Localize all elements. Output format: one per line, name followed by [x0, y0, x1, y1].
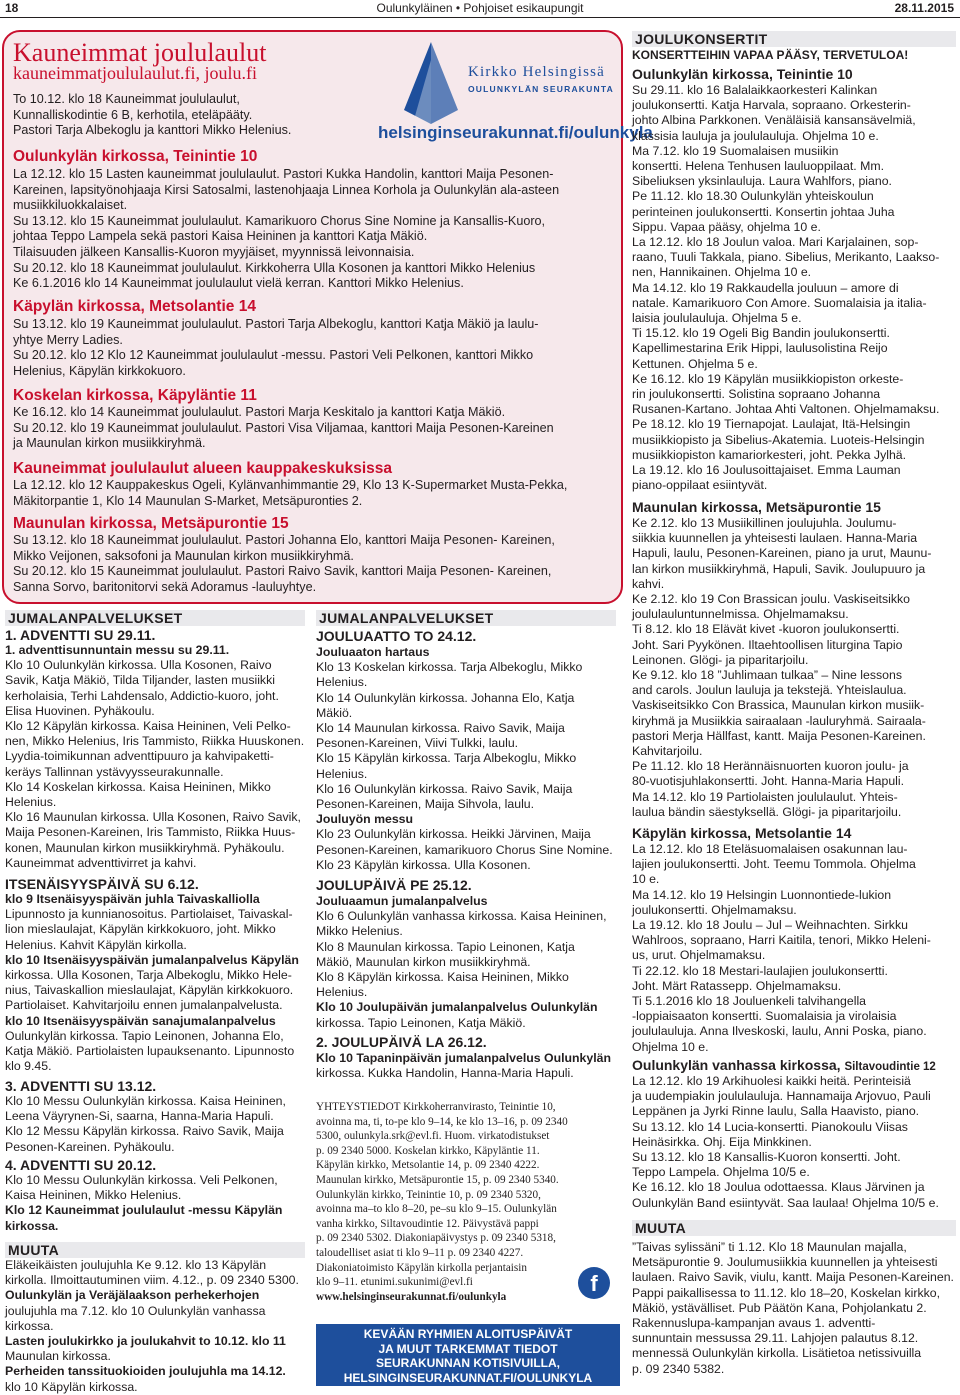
page-header — [0, 0, 960, 15]
col1-heading: JUMALANPALVELUKSET — [5, 610, 305, 626]
col3-muuta-heading: MUUTA — [632, 1220, 956, 1236]
col3-section-maunula: Maunulan kirkossa, Metsäpurontie 15 — [632, 499, 881, 515]
col1-muuta-heading: MUUTA — [5, 1242, 305, 1258]
page-number: 18 — [5, 1, 19, 15]
col3-kapyla-text: La 12.12. klo 18 Eteläsuomalaisen osakunnan lau- lajien joulukonsertti. Joht. Teemu Tommola. Ohjelma 10 e. Ma 14.12. klo 19 Helsingin Luonnontiede-lukion joulukonsertti. Ohjelmamaksu. La 19.12. klo 18 Joulu – Jul – Weihnachten. Sirkku Wahlroos, sopraano, Harri Kaitila, tenori, Mikko Heleni- us, urut. Ohjelmamaksu. Ti 22.12. klo 18 Mestari-laulajien joulukonsertti. Joht. Märt Ratassepp. Ohjelmamaksu. Ti 5.1.2016 klo 18 Jouluenkeli talvihangella -loppiaisaaton konsertti. Suomalaisia ja virolaisia joululauluja. Anna Ilveskoski, laulu, Anni Poska, piano. Ohjelma 10 e. — [632, 842, 931, 1054]
box-title: Kauneimmat joululaulut — [13, 38, 267, 67]
col1-itse-text: klo 9 Itsenäisyyspäivän juhla Taivaskalliolla Lipunnosto ja kunnianosoitus. Partiolaiset, Taivaskal- lion mieslaulajat, Käpylän kirkkokuoro, joht. Mikko Helenius. Kahvit Käpylän kirkolla. klo 10 Itsenäisyyspäivän jumalanpalvelus Käpylän kirkossa. Ulla Kosonen, Tarja Albekoglu, Mikko Hele- nius, Taivaskallion mieslaulajat, Käpylän kirkkokuoro. Partiolaiset. Kahvitarjoilu ennen jumalanpalvelusta. klo 10 Itsenäisyyspäivän sanajumalanpalvelus Oulunkylän kirkossa. Tapio Leinonen, Johanna Elo, Katja Mäkiö. Partiolaisten lupauksenanto. Lipunnosto klo 9.45. — [5, 892, 299, 1074]
issue-date: 28.11.2015 — [894, 1, 954, 15]
col3-section-oulunkyla: Oulunkylän kirkossa, Teinintie 10 — [632, 66, 853, 82]
col3-free-entry: KONSERTTEIHIN VAPAA PÄÄSY, TERVETULOA! — [632, 48, 909, 62]
col1-adv1-title: 1. ADVENTTI SU 29.11. — [5, 627, 156, 643]
col3-section-vanha-kirkko: Oulunkylän vanhassa kirkossa, Siltavoudintie 12 — [632, 1057, 936, 1073]
box-kapyla-text: Su 13.12. klo 19 Kauneimmat joululaulut. Pastori Tarja Albekoglu, kanttori Katja Mäkiö ja laulu- yhtye Merry Ladies. Su 20.12. klo 12 Klo 12 Kauneimmat joululaulut -messu. Pastori Veli Pelkonen, kanttori Mikko Helenius, Käpylän kirkkokuoro. — [13, 317, 539, 378]
groups-banner: KEVÄÄN RYHMIEN ALOITUSPÄIVÄT JA MUUT TARKEMMAT TIEDOT SEURAKUNNAN KOTISIVUILLA, HELSINGINSEURAKUNNAT.FI/OULUNKYLA — [316, 1324, 620, 1386]
col3-maunula-text: Ke 2.12. klo 13 Musiikillinen joulujuhla. Joulumu- siikkia kuunnellen ja yhteisesti laulaen. Hanna-Maria Hapuli, laulu, Pesonen-Kareinen, piano ja urut, Maunu- lan kirkon musiikkiryhmä, Hapuli, Savik. Joulupuuro ja kahvi. Ke 2.12. klo 19 Con Brassican joulu. Vaskiseitsikko joululauluntunnelmissa. Ohjelmamaksu. Ti 8.12. klo 18 Elävät kivet -kuoron joulukonsertti. Joht. Sari Pyykönen. Iltaehtoollisen liturgina Tapio Leinonen. Glögi- ja piparitarjoilu. Ke 9.12. klo 18 ”Juhlimaan tulkaa” – Nine lessons and carols. Joulun lauluja ja tekstejä. Yhteislaulua. Vaskiseitsikko Con Brassica, Maunulan kirkon musiik- kiryhmä ja Musiikkia sairaalaan -lauluryhmä. Sairaala- pastori Merja Hällfast, kantt. Maija Pesonen-Kareinen. Kahvitarjoilu. Pe 11.12. klo 18 Herännäisnuorten kuoron joulu- ja 80-vuotisjuhlakonsertti. Joht. Hanna-Maria Hapuli. Ma 14.12. klo 19 Partiolaisten joululaulut. Yhteis- laulua bändin säestyksellä. Glögi- ja piparitarjoilu. — [632, 516, 932, 819]
box-maunula-text: Su 13.12. klo 18 Kauneimmat joululaulut. Pastori Johanna Elo, kanttori Maija Pesonen- Kareinen, Mikko Veijonen, saksofoni ja Maunulan kirkon musiikkiryhmä. Su 20.12. klo 15 Kauneimmat joululaulut. Pastori Raivo Savik, kanttori Maija Pesonen- Kareinen, Sanna Sorvo, baritonitorvi sekä Adoramus -lauluyhtye. — [13, 533, 555, 594]
col3-oulunkyla-text: Su 29.11. klo 16 Balalaikkaorkesteri Kalinkan joulukonsertti. Katja Harvala, sopraano. Orkesterin- johto Albina Parkkonen. Venäläisiä kansansävelmiä, klassisia lauluja ja joululauluja. Ohjelma 10 e. Ma 7.12. klo 19 Suomalaisen musiikin konsertti. Helena Tenhusen lauluoppilaat. Mm. Sibeliuksen yksinlauluja. Laura Wahlfors, piano. Pe 11.12. klo 18.30 Oulunkylän yhteiskoulun perinteinen joulukonsertti. Konsertin johtaa Juha Sippu. Vapaa pääsy, ohjelma 10 e. La 12.12. klo 18 Joulun valoa. Mari Karjalainen, sop- raano, Tuuli Takkala, piano. Sibelius, Merikanto, Laakso- nen, Hannikainen. Ohjelma 10 e. Ma 14.12. klo 19 Rakkaudella jouluun – amore di natale. Kamarikuoro Con Amore. Suomalaisia ja italia- laisia joululauluja. Ohjelma 5 e. Ti 15.12. klo 19 Ogeli Big Bandin joulukonsertti. Kapellimestarina Erik Hippi, laulusolistina Reijo Kettunen. Ohjelma 5 e. Ke 16.12. klo 19 Käpylän musiikkiopiston orkeste- rin joulukonsertti. Solistina sopraano Johanna Rusanen-Kartano. Johtaa Ahti Valtonen. Ohjelmamaksu. Pe 18.12. klo 19 Tiernapojat. Laulajat, Itä-Helsingin musiikkiopisto ja Sibelius-Akatemia. Luoteis-Helsingin musiikkiopiston kamariorkesteri, joht. Pekka Jylhä. La 19.12. klo 16 Joulusoittajaiset. Emma Lauman piano-oppilaat esiintyvät. — [632, 83, 940, 493]
col1-adv4-text: Klo 10 Messu Oulunkylän kirkossa. Veli Pelkonen, Kaisa Heininen, Mikko Helenius. Klo 12 Kauneimmat joululaulut -messu Käpylän kirkossa. — [5, 1173, 283, 1233]
header-rule — [0, 17, 960, 18]
col2-joulupaiva-text: Jouluaamun jumalanpalvelus Klo 6 Oulunkylän vanhassa kirkossa. Kaisa Heininen, Mikko Helenius. Klo 8 Maunulan kirkossa. Tapio Leinonen, Katja Mäkiö, Maunulan kirkon musiikkiryhmä. Klo 8 Käpylän kirkossa. Kaisa Heininen, Mikko Helenius. Klo 10 Joulupäivän jumalanpalvelus Oulunkylän kirkossa. Tapio Leinonen, Katja Mäkiö. — [316, 894, 607, 1030]
box-section-maunula: Maunulan kirkossa, Metsäpurontie 15 — [13, 515, 289, 532]
col1-itse-title: ITSENÄISYYSPÄIVÄ SU 6.12. — [5, 876, 199, 892]
facebook-icon[interactable]: f — [578, 1267, 610, 1299]
masthead: Oulunkyläinen • Pohjoiset esikaupungit — [376, 1, 584, 15]
col2-heading: JUMALANPALVELUKSET — [316, 610, 616, 626]
box-intro: To 10.12. klo 18 Kauneimmat joululaulut, Kunnalliskodintie 6 B, kerhotila, eteläpääty. Pastori Tarja Albekoglu ja kanttori Mikko Helenius. — [13, 92, 292, 138]
box-subtitle: kauneimmatjoululaulut.fi, joulu.fi — [13, 63, 257, 83]
parish-website-link[interactable]: www.helsinginseurakunnat.fi/oulunkyla — [316, 1290, 507, 1303]
col2-jouluaatto-text: Jouluaaton hartaus Klo 13 Koskelan kirkossa. Tarja Albekoglu, Mikko Helenius. Klo 14 Oulunkylän kirkossa. Johanna Elo, Katja Mäkiö. Klo 14 Maunulan kirkossa. Raivo Savik, Maija Pesonen-Kareinen, Viivi Tulkki, laulu. Klo 15 Käpylän kirkossa. Tarja Albekoglu, Mikko Helenius. Klo 16 Oulunkylän kirkossa. Raivo Savik, Maija Pesonen-Kareinen, Maija Sihvola, laulu. Jouluyön messu Klo 23 Oulunkylän kirkossa. Heikki Järvinen, Maija Pesonen-Kareinen, kamarikuoro Chorus Sine Nomine. Klo 23 Käpylän kirkossa. Ulla Kosonen. — [316, 645, 613, 872]
contact-info: YHTEYSTIEDOT Kirkkoherranvirasto, Teinintie 10, avoinna ma, ti, to-pe klo 9–14, ke klo 13–16, p. 09 2340 5300, oulunkyla.srk@evl.fi. Huom. virkatodistukset p. 09 2340 5000. Koskelan kirkko, Käpyläntie 11. Käpylän kirkko, Metsolantie 14, p. 09 2340 4222. Maunulan kirkko, Metsäpurontie 15, p. 09 2340 5340. Oulunkylän kirkko, Teinintie 10, p. 09 2340 5320, avoinna ma–to klo 8–20, pe–su klo 9–15. Oulunkylän vanha kirkko, Siltavoudintie 12. Päivystävä pappi p. 09 2340 5302. Diakoniapäivystys p. 09 2340 5318, taloudelliset asiat ti klo 9–11 p. 09 2340 4227. Diakoniatoimisto Käpylän kirkolla perjantaisin klo 9–11. etunimi.sukunimi@evl.fi www.helsinginseurakunnat.fi/oulunkyla — [316, 1100, 618, 1304]
col2-joulupaiva-title: JOULUPÄIVÄ PE 25.12. — [316, 877, 472, 893]
box-section-koskela: Koskelan kirkossa, Käpyläntie 11 — [13, 387, 257, 404]
col2-tapaninpaiva-title: 2. JOULUPÄIVÄ LA 26.12. — [316, 1034, 487, 1050]
col3-section-kapyla: Käpylän kirkossa, Metsolantie 14 — [632, 825, 852, 841]
col1-adv4-title: 4. ADVENTTI SU 20.12. — [5, 1157, 157, 1173]
box-section-oulunkyla: Oulunkylän kirkossa, Teinintie 10 — [13, 148, 258, 165]
col3-vanha-kirkko-text: La 12.12. klo 19 Arkihuolesi kaikki heitä. Perinteisiä ja uudempiakin joululauluja. Hannamaija Arjovuo, Pauli Leppänen ja Jyrki Rinne laulu, Salla Haavisto, piano. Su 13.12. klo 14 Lucia-konsertti. Pianokoulu Viisas Heinäsirkka. Ohj. Eija Minkkinen. Su 13.12. klo 18 Kansallis-Kuoron konsertti. Joht. Teppo Lampela. Ohjelma 10/5 e. Ke 16.12. klo 18 Joulua odottaessa. Klaus Järvinen ja Oulunkylän Band esiintyvät. Saa laulaa! Ohjelma 10/5 e. — [632, 1074, 939, 1210]
box-oulunkyla-text: La 12.12. klo 15 Lasten kauneimmat joululaulut. Pastori Kukka Handolin, kanttori Maija Pesonen- Kareinen, lapsityönohjaaja Kirsi Satosalmi, lastenohjaaja Linnea Korhola ja Oulunkylän ala-asteen musiikkiluokkalaiset. Su 13.12. klo 15 Kauneimmat joululaulut. Kamarikuoro Chorus Sine Nomine ja Kansallis-Kuoro, johtaa Teppo Lampela sekä pastori Kaisa Heininen ja kanttori Katja Mäkiö. Tilaisuuden jälkeen Kansallis-Kuoron myyjäiset, myynnissä leivonnaisia. Su 20.12. klo 18 Kauneimmat joululaulut. Kirkkoherra Ulla Kosonen ja kanttori Mikko Helenius Ke 6.1.2016 klo 14 Kauneimmat joululaulut vielä kerran. Kanttori Mikko Helenius. — [13, 167, 560, 291]
col2-jouluaatto-title: JOULUAATTO TO 24.12. — [316, 628, 477, 644]
col1-adv3-title: 3. ADVENTTI SU 13.12. — [5, 1078, 157, 1094]
col2-tapaninpaiva-text: Klo 10 Tapaninpäivän jumalanpalvelus Oulunkylän kirkossa. Kukka Handolin, Hanna-Maria Hapuli. — [316, 1051, 611, 1081]
box-malls-text: La 12.12. klo 12 Kauppakeskus Ogeli, Kylänvanhimmantie 29, Klo 13 K-Supermarket Musta-Pekka, Mäkitorpantie 1, Klo 14 Maunulan S-Market, Metsäpuronties 2. — [13, 478, 568, 508]
logo-subtitle: OULUNKYLÄN SEURAKUNTA — [468, 84, 614, 94]
logo-name: Kirkko Helsingissä — [468, 64, 606, 80]
box-section-malls: Kauneimmat joululaulut alueen kauppakeskuksissa — [13, 460, 393, 477]
col1-adv3-text: Klo 10 Messu Oulunkylän kirkossa. Kaisa Heininen, Leena Väyrynen-Si, saarna, Hanna-Maria Hapuli. Klo 12 Messu Käpylän kirkossa. Raivo Savik, Maija Pesonen-Kareinen. Pyhäkoulu. — [5, 1094, 286, 1154]
parish-url-link[interactable]: helsinginseurakunnat.fi/oulunkyla — [378, 123, 653, 142]
col3-heading: JOULUKONSERTIT — [632, 31, 956, 47]
col3-muuta-text: ”Taivas sylissäni” ti 1.12. Klo 18 Maunulan majalla, Metsäpurontie 9. Joulumusiikkia kuunnellen ja yhteisesti laulaen. Raivo Savik, viulu, kantt. Maija Pesonen-Kareinen. Pappi paikallisessa to 11.12. klo 18–20, Koskelan kirkko, Mäkiö, ystävälliset. Pub Päätön Kana, Pohjolankatu 2. Rakennuslupa-kampanjan avaus 1. adventti- sunnuntain messussa 29.11. Lahjojen palautus 8.12. mennessä Oulunkylän kirkolla. Lisätietoa netissivuilla p. 09 2340 5382. — [632, 1240, 954, 1376]
church-logo-icon — [400, 40, 462, 126]
col1-adv1-text: 1. adventtisunnuntain messu su 29.11. Klo 10 Oulunkylän kirkossa. Ulla Kosonen, Raivo Savik, Katja Mäkiö, Tilda Tiljander, lasten musiikki kerholaisia, Terhi Lahdensalo, Addictio-kuoro, joht. Elisa Huovinen. Pyhäkoulu. Klo 12 Käpylän kirkossa. Kaisa Heininen, Veli Pelko- nen, Mikko Helenius, Iris Tammisto, Riikka Huuskonen. Lyydia-toimikunnan adventtipuuro ja kahvipaketti- keräys Tallinnan ystävyysseurakunnalle. Klo 14 Koskelan kirkossa. Kaisa Heininen, Mikko Helenius. Klo 16 Maunulan kirkossa. Ulla Kosonen, Raivo Savik, Maija Pesonen-Kareinen, Iris Tammisto, Riikka Huus- konen, Maunulan kirkon musiikkiryhmä. Pyhäkoulu. Kauneimmat adventtivirret ja kahvi. — [5, 643, 305, 870]
box-section-kapyla: Käpylän kirkossa, Metsolantie 14 — [13, 298, 256, 315]
box-koskela-text: Ke 16.12. klo 14 Kauneimmat joululaulut. Pastori Marja Keskitalo ja kanttori Katja Mäkiö. Su 20.12. klo 19 Kauneimmat joululaulut. Pastori Visa Viljamaa, kanttori Maija Pesonen-Kareinen ja Maunulan kirkon musiikkiryhmä. — [13, 405, 554, 451]
col1-muuta-text: Eläkeikäisten joulujuhla Ke 9.12. klo 13 Käpylän kirkolla. Ilmoittautuminen viim. 4.12., p. 09 2340 5300. Oulunkylän ja Veräjälaakson perhekerhojen joulujuhla ma 7.12. klo 10 Oulunkylän vanhassa kirkossa. Lasten joulukirkko ja joulukahvit to 10.12. klo 11 Maunulan kirkossa. Perheiden tanssituokioiden joulujuhla ma 14.12. klo 10 Käpylän kirkossa. — [5, 1258, 299, 1394]
